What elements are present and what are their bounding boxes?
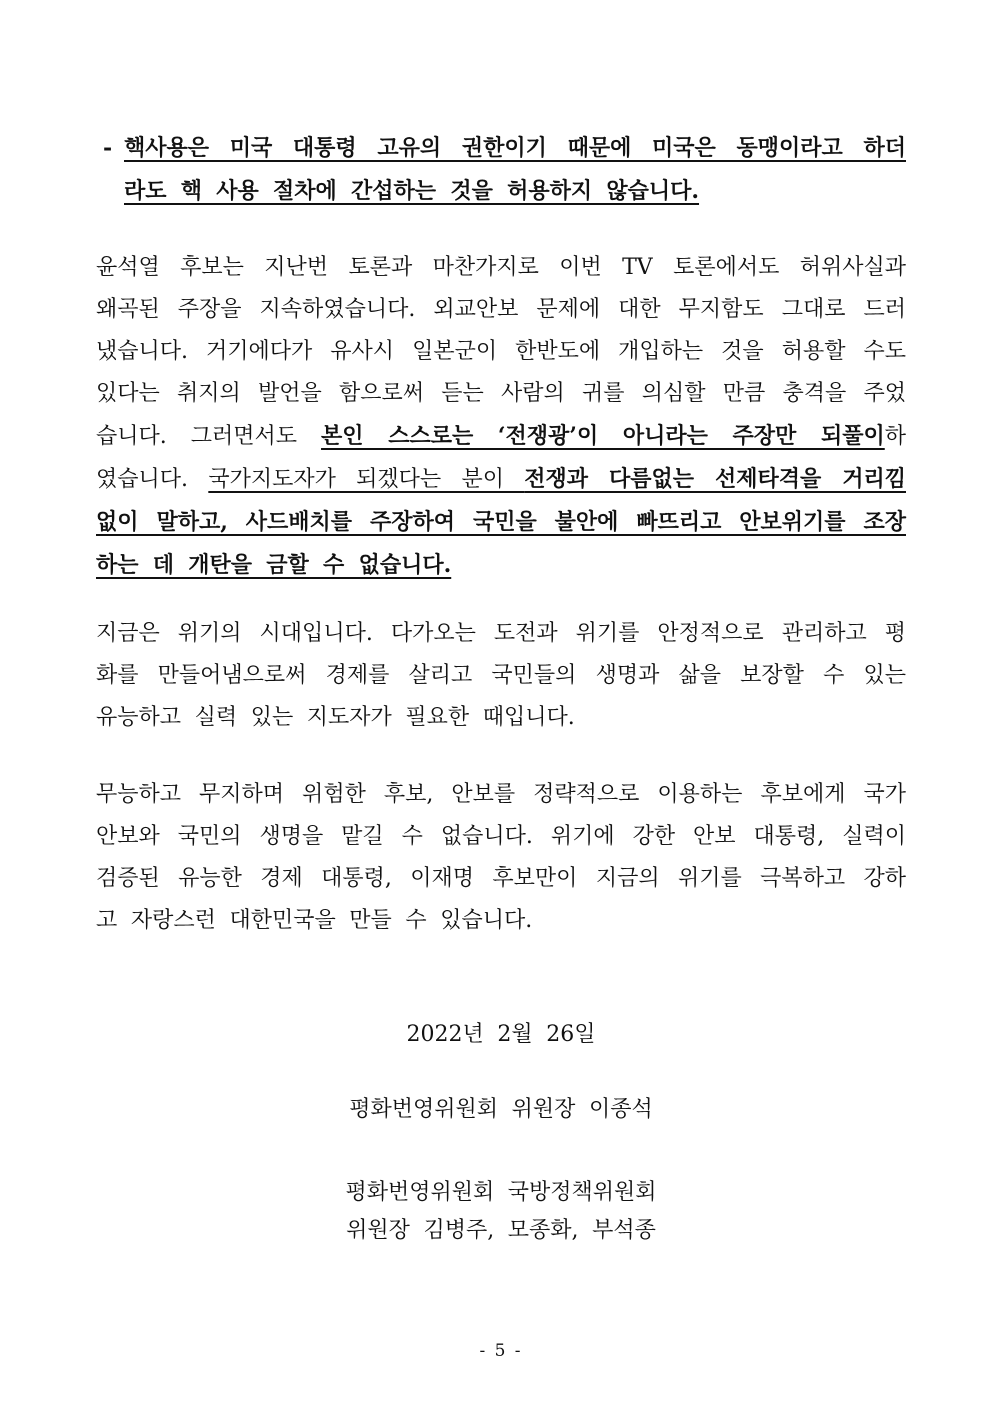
text-line [96, 613, 906, 655]
text-line [96, 373, 906, 415]
text-segment: 안보와 국민의 생명을 맡길 수 없습니다. 위기에 강한 안보 대통령, 실력이 [96, 824, 906, 849]
text-line [96, 858, 906, 900]
text-segment: 습니다. 그러면서도 [96, 424, 322, 449]
text-line [96, 655, 906, 697]
signature-committee-members: 위원장 김병주, 모종화, 부석종 [346, 1218, 656, 1243]
text-line [124, 170, 906, 213]
text-line [96, 289, 906, 331]
text-line [96, 900, 906, 942]
text-segment: 검증된 유능한 경제 대통령, 이재명 후보만이 지금의 위기를 극복하고 강하 [96, 866, 906, 891]
paragraph-era-of-crisis [96, 613, 906, 739]
text-segment: 핵사용은 미국 대통령 고유의 권한이기 때문에 미국은 동맹이라고 하더 [124, 135, 906, 161]
text-segment: 하는 데 개탄을 금할 수 없습니다. [96, 552, 452, 578]
paragraph-candidate-criticism [96, 247, 906, 587]
text-segment: 무능하고 무지하며 위험한 후보, 안보를 정략적으로 이용하는 후보에게 국가 [96, 782, 906, 807]
signature-defense-committee [96, 1174, 906, 1250]
text-line [96, 247, 906, 289]
text-line [96, 697, 906, 739]
text-segment: 없이 말하고, 사드배치를 주장하여 국민을 불안에 빠뜨리고 안보위기를 조장 [96, 509, 906, 535]
text-line [96, 501, 906, 544]
text-segment: 였습니다. [96, 467, 209, 492]
text-segment: 유능하고 실력 있는 지도자가 필요한 때입니다. [96, 705, 575, 730]
paragraph-conclusion [96, 774, 906, 942]
text-segment: 전쟁과 다름없는 선제타격을 거리낌 [524, 466, 906, 492]
text-line [96, 415, 906, 458]
text-segment: 지금은 위기의 시대입니다. 다가오는 도전과 위기를 안정적으로 관리하고 평 [96, 621, 906, 646]
text-segment: 국가지도자가 되겠다는 분이 [208, 467, 525, 492]
text-segment: 본인 스스로는 ‘전쟁광’이 아니라는 주장만 되풀이 [321, 423, 885, 449]
text-segment: 윤석열 후보는 지난번 토론과 마찬가지로 이번 TV 토론에서도 허위사실과 [96, 255, 906, 280]
bullet-point [96, 127, 906, 213]
bullet-dash-marker: - [103, 135, 113, 161]
text-line [96, 331, 906, 373]
text-segment: 고 자랑스런 대한민국을 만들 수 있습니다. [96, 908, 533, 933]
text-segment: 냈습니다. 거기에다가 유사시 일본군이 한반도에 개입하는 것을 허용할 수도 [96, 339, 906, 364]
text-segment: 왜곡된 주장을 지속하였습니다. 외교안보 문제에 대한 무지함도 그대로 드러 [96, 297, 906, 322]
signature-committee-name: 평화번영위원회 국방정책위원회 [345, 1180, 657, 1205]
text-segment: 있다는 취지의 발언을 함으로써 듣는 사람의 귀를 의심할 만큼 충격을 주었 [96, 381, 906, 406]
text-line [124, 127, 906, 170]
text-line [96, 774, 906, 816]
text-segment: 라도 핵 사용 절차에 간섭하는 것을 허용하지 않습니다. [124, 178, 700, 204]
text-line [96, 458, 906, 501]
text-line [96, 544, 906, 587]
bullet-text [124, 127, 906, 213]
text-segment: 화를 만들어냄으로써 경제를 살리고 국민들의 생명과 삶을 보장할 수 있는 [96, 663, 906, 688]
signature-committee-chair: 평화번영위원회 위원장 이종석 [349, 1097, 653, 1122]
text-segment: 하 [884, 424, 907, 449]
text-line [96, 816, 906, 858]
date-line: 2022년 2월 26일 [406, 1022, 596, 1047]
page-number: - 5 - [479, 1341, 523, 1361]
